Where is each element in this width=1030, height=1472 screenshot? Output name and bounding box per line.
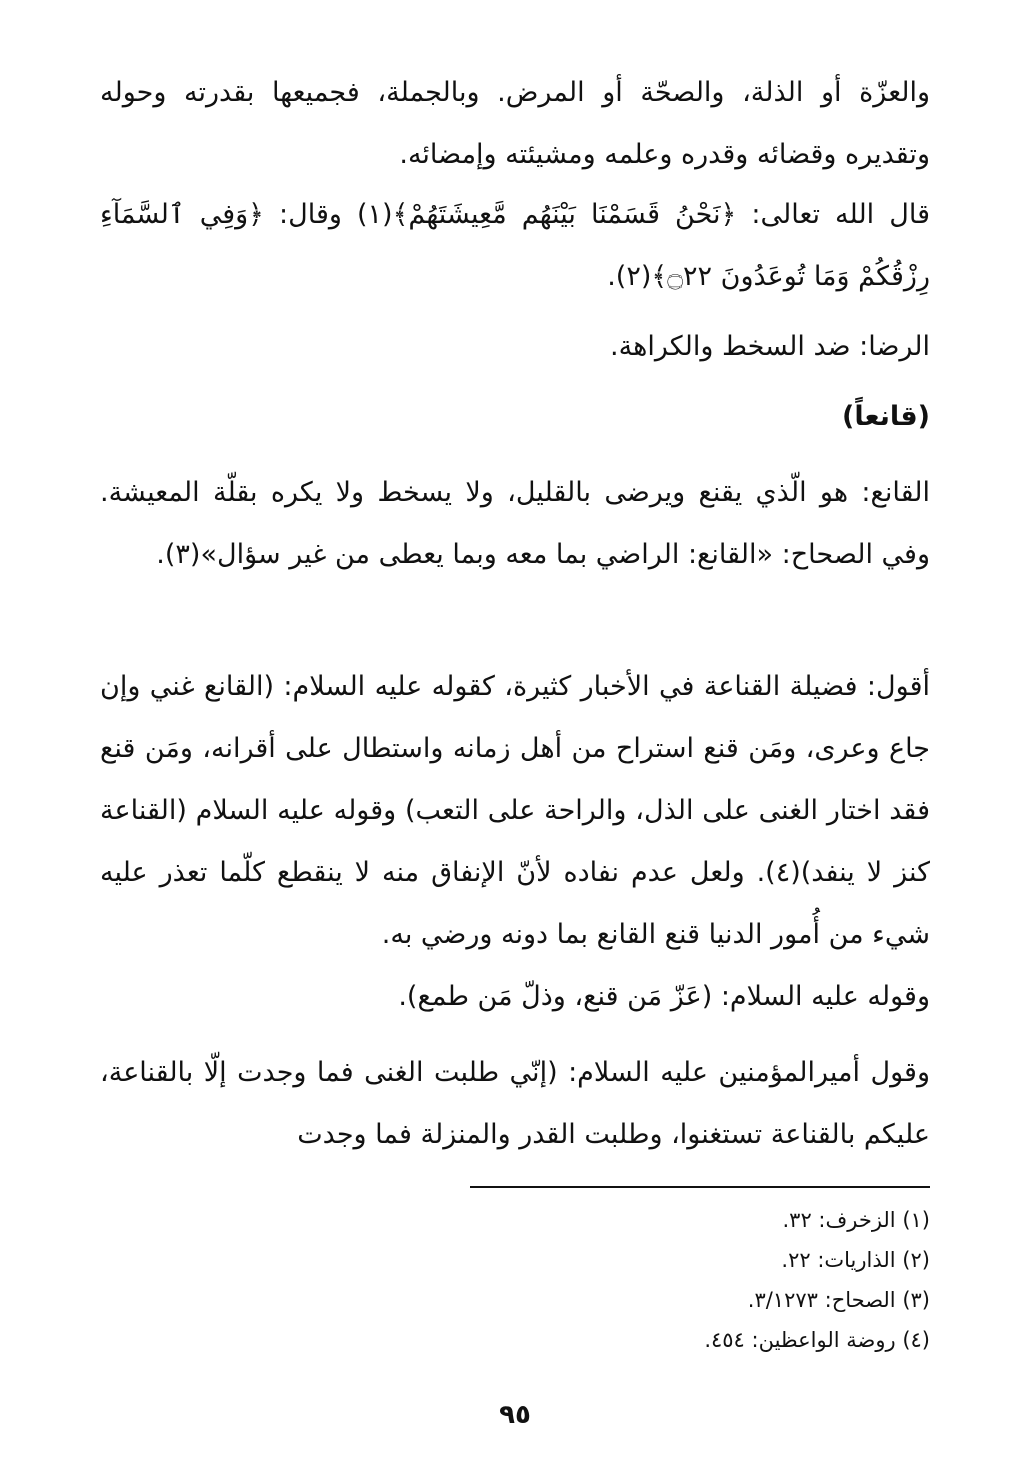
section-heading-qani: (قانعاً) xyxy=(841,401,930,432)
paragraph-6-hadith: وقوله عليه السلام: (عَزّ مَن قنع، وذلّ مَن طمع). xyxy=(398,981,930,1012)
footnotes-list xyxy=(470,1200,930,1360)
paragraph-7-amir-almuminin: وقول أميرالمؤمنين عليه السلام: (إنّي طلبت الغنى فما وجدت إلّا بالقناعة، عليكم بالقناعة تستغنوا، وطلبت القدر والمنزلة فما وجدت xyxy=(100,1057,930,1150)
footnote-4: (٤) روضة الواعظين: ٤٥٤. xyxy=(704,1328,930,1352)
paragraph-4-qani-definition: القانع: هو الّذي يقنع ويرضى بالقليل، ولا يسخط ولا يكره بقلّة المعيشة. وفي الصحاح: «القانع: الراضي بما معه وبما يعطى من غير سؤال»(٣). xyxy=(100,477,930,570)
footnote-divider xyxy=(470,1186,930,1188)
paragraph-1: والعزّة أو الذلة، والصحّة أو المرض. وبالجملة، فجميعها بقدرته وحوله وتقديره وقضائه وقدره وعلمه ومشيئته وإمضائه. xyxy=(100,77,930,170)
footnote-2: (٢) الذاريات: ٢٢. xyxy=(781,1248,930,1272)
paragraph-2-quran-verses: قال الله تعالى: ﴿نَحْنُ قَسَمْنَا بَيْنَهُم مَّعِيشَتَهُمْ﴾(١) وقال: ﴿وَفِي ٱلسَّمَآءِ رِزْقُكُمْ وَمَا تُوعَدُونَ ۝٢٢﴾(٢). xyxy=(100,199,930,292)
footnote-1: (١) الزخرف: ٣٢. xyxy=(782,1208,930,1232)
footnote-3: (٣) الصحاح: ٣/١٢٧٣. xyxy=(747,1288,930,1312)
paragraph-5-qanaa-virtue: أقول: فضيلة القناعة في الأخبار كثيرة، كقوله عليه السلام: (القانع غني وإن جاع وعرى، ومَن قنع استراح من أهل زمانه واستطال على أقرانه، ومَن قنع فقد اختار الغنى على الذل، والراحة على التعب) وقوله عليه السلام (القناعة كنز لا ينفد)(٤). ولعل عدم نفاده لأنّ الإنفاق منه لا ينقطع كلّما تعذر عليه شيء من أُمور الدنيا قنع القانع بما دونه ورضي به. xyxy=(100,671,930,950)
page-number: ٩٥ xyxy=(499,1400,531,1430)
paragraph-3-rida-definition: الرضا: ضد السخط والكراهة. xyxy=(610,331,930,362)
